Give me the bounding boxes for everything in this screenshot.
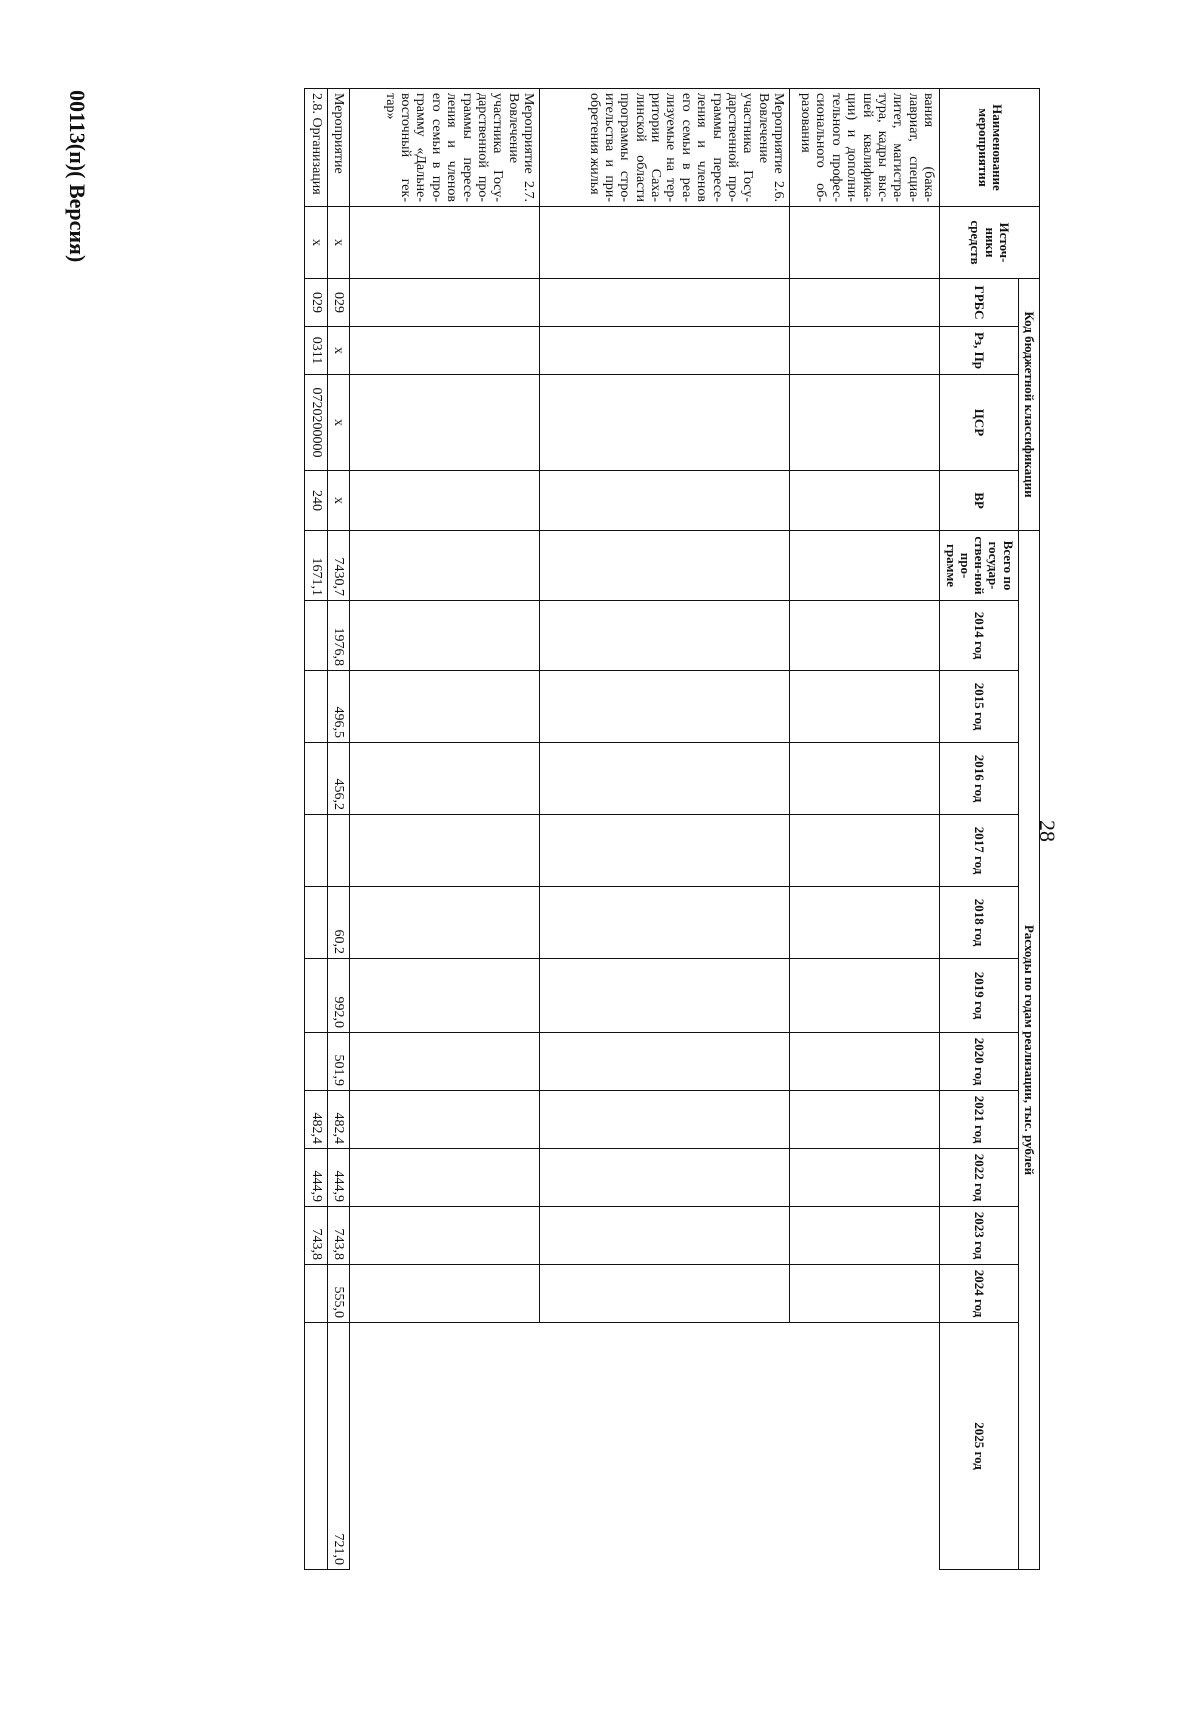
cell-source: x <box>305 207 327 279</box>
header-name: Наименование мероприятия <box>940 89 1040 207</box>
cell <box>350 327 540 375</box>
cell-vr: 240 <box>305 471 327 531</box>
cell <box>350 743 540 815</box>
cell-rzpr: x <box>327 327 349 375</box>
cell <box>350 1265 540 1323</box>
cell-year <box>305 1033 327 1091</box>
header-year: 2015 год <box>940 671 1018 743</box>
cell-year <box>305 887 327 959</box>
cell-vr: x <box>327 471 349 531</box>
cell-year: 992,0 <box>327 959 349 1033</box>
cell-year: 444,9 <box>327 1149 349 1207</box>
cell-year <box>305 743 327 815</box>
cell <box>790 375 940 471</box>
header-year: 2020 год <box>940 1033 1018 1091</box>
cell <box>790 1265 940 1323</box>
header-csr: ЦСР <box>940 375 1018 471</box>
cell <box>540 1149 790 1207</box>
cell-grbs: 029 <box>305 279 327 327</box>
header-year: 2023 год <box>940 1207 1018 1265</box>
cell <box>790 279 940 327</box>
row-name: Мероприятие 2.7. Вовлечение участника Госу-дарственной про-граммы пересе-ления и членов его семьи в про-грамму «Дальне-восточный гек-тар» <box>350 89 540 207</box>
cell <box>350 959 540 1033</box>
cell <box>540 207 790 279</box>
cell <box>790 531 940 601</box>
table-row <box>350 89 540 1570</box>
cell <box>350 207 540 279</box>
table-row <box>305 89 327 1570</box>
header-year: 2018 год <box>940 887 1018 959</box>
cell <box>790 887 940 959</box>
table-row <box>540 89 790 1570</box>
cell <box>540 375 790 471</box>
cell <box>540 279 790 327</box>
cell <box>790 671 940 743</box>
header-vr: ВР <box>940 471 1018 531</box>
cell <box>350 887 540 959</box>
cell <box>540 531 790 601</box>
cell <box>540 815 790 887</box>
header-code-group: Код бюджетной классификации <box>1018 279 1039 531</box>
header-row-1 <box>1018 89 1039 1570</box>
cell-rzpr: 0311 <box>305 327 327 375</box>
cell <box>350 1149 540 1207</box>
header-year: 2017 год <box>940 815 1018 887</box>
cell <box>540 601 790 671</box>
cell-year: 482,4 <box>327 1091 349 1149</box>
cell <box>540 1091 790 1149</box>
cell-total: 7430,7 <box>327 531 349 601</box>
row-name: Мероприятие <box>327 89 349 207</box>
cell-year <box>305 959 327 1033</box>
header-year: 2014 год <box>940 601 1018 671</box>
cell <box>790 471 940 531</box>
cell-year <box>305 1323 327 1570</box>
cell <box>790 1149 940 1207</box>
header-rzpr: Рз, Пр <box>940 327 1018 375</box>
header-source: Источ-ники средств <box>940 207 1040 279</box>
cell <box>540 1207 790 1265</box>
cell <box>540 671 790 743</box>
cell <box>350 815 540 887</box>
cell <box>540 471 790 531</box>
cell-year: 743,8 <box>305 1207 327 1265</box>
cell <box>790 815 940 887</box>
table-row <box>327 89 349 1570</box>
page-number: 28 <box>1035 820 1060 842</box>
header-total: Всего по государ-ствен-ной про-грамме <box>940 531 1018 601</box>
cell-year: 743,8 <box>327 1207 349 1265</box>
cell <box>790 743 940 815</box>
cell <box>540 1033 790 1091</box>
cell <box>540 959 790 1033</box>
cell-year: 60,2 <box>327 887 349 959</box>
cell <box>790 1033 940 1091</box>
header-row-2 <box>940 89 1018 1570</box>
cell-year: 721,0 <box>327 1323 349 1570</box>
cell-year <box>327 815 349 887</box>
row-name: вания (бака-лавриат, специа-литет, магистра-тура, кадры выс-шей квалифика-ции) и дополни-тельного профес-сионального об-разования <box>790 89 940 207</box>
header-year: 2025 год <box>940 1323 1018 1570</box>
cell <box>350 375 540 471</box>
cell-csr: x <box>327 375 349 471</box>
cell-year: 456,2 <box>327 743 349 815</box>
cell <box>540 327 790 375</box>
header-year: 2021 год <box>940 1091 1018 1149</box>
cell-year: 496,5 <box>327 671 349 743</box>
cell <box>790 207 940 279</box>
cell <box>350 1091 540 1149</box>
header-year: 2016 год <box>940 743 1018 815</box>
cell <box>790 959 940 1033</box>
cell-year <box>305 1265 327 1323</box>
cell <box>540 1265 790 1323</box>
table-row <box>790 89 940 1570</box>
cell <box>350 1033 540 1091</box>
cell-year <box>305 671 327 743</box>
cell <box>350 671 540 743</box>
cell-total: 1671,1 <box>305 531 327 601</box>
cell <box>350 279 540 327</box>
cell-year: 555,0 <box>327 1265 349 1323</box>
cell <box>540 887 790 959</box>
cell <box>790 601 940 671</box>
cell <box>350 531 540 601</box>
cell-year: 501,9 <box>327 1033 349 1091</box>
header-expenses-group: Расходы по годам реализации, тыс. рублей <box>1018 531 1039 1570</box>
cell <box>350 1207 540 1265</box>
cell <box>350 471 540 531</box>
cell-year <box>305 815 327 887</box>
header-year: 2022 год <box>940 1149 1018 1207</box>
cell-grbs: 029 <box>327 279 349 327</box>
row-name: 2.8. Организация <box>305 89 327 207</box>
row-name: Мероприятие 2.6. Вовлечение участника Госу-дарственной про-граммы пересе-ления и членов его семьи в реа-лизуемые на тер-ритории Саха-линской области программы стро-ительства и при-обретения жилья <box>540 89 790 207</box>
cell <box>790 1207 940 1265</box>
cell-year: 444,9 <box>305 1149 327 1207</box>
cell <box>540 743 790 815</box>
cell <box>790 1091 940 1149</box>
budget-table <box>304 88 1040 1570</box>
cell-source: x <box>327 207 349 279</box>
cell <box>790 327 940 375</box>
cell-year <box>305 601 327 671</box>
document-id: 00113(п)( Версия) <box>65 90 90 263</box>
cell-year: 482,4 <box>305 1091 327 1149</box>
cell-csr: 0720200000 <box>305 375 327 471</box>
cell <box>350 601 540 671</box>
header-year: 2019 год <box>940 959 1018 1033</box>
header-year: 2024 год <box>940 1265 1018 1323</box>
header-grbs: ГРБС <box>940 279 1018 327</box>
cell-year: 1976,8 <box>327 601 349 671</box>
